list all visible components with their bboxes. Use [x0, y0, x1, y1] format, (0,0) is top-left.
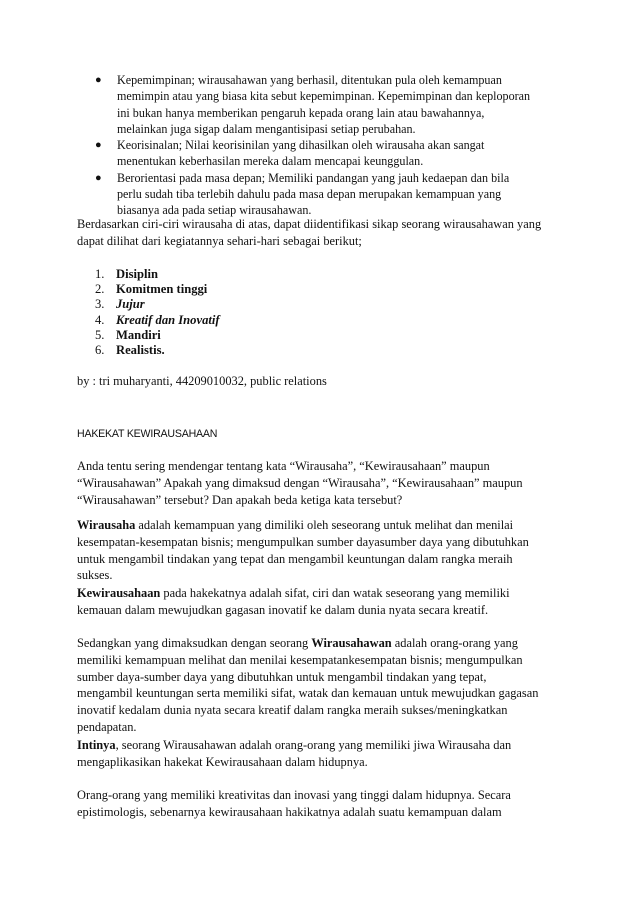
term-intinya: Intinya — [77, 738, 116, 752]
bullet-dot-icon: ● — [95, 139, 102, 152]
paragraph-5: Intinya, seorang Wirausahawan adalah orang-orang yang memiliki jiwa Wirausaha dan mengaplikasikan hakekat Kewirausahaan dalam hidupnya. — [77, 738, 512, 769]
bullet-item: ● Keorisinalan; Nilai keorisinilan yang dihasilkan oleh wirausaha akan sangat menentukan keberhasilan mereka dalam mencapai keunggulan. — [95, 138, 485, 169]
paragraph-6: Orang-orang yang memiliki kreativitas dan inovasi yang tinggi dalam hidupnya. Secara epistimologis, sebenarnya kewirausahaan hakikatnya adalah suatu kemampuan dalam — [77, 788, 511, 819]
intro-paragraph: Berdasarkan ciri-ciri wirausaha di atas, dapat diidentifikasi sikap seorang wirausahawan yang dapat dilihat dari kegiatannya sehari-hari sebagai berikut; — [77, 217, 542, 248]
attitude-list — [95, 267, 220, 358]
paragraph-4: Sedangkan yang dimaksudkan dengan seorang Wirausahawan adalah orang-orang yang memiliki kemampuan melihat dan menilai kesempatankesempatan bisnis; mengumpulkan sumber daya-sumber daya yang dibutuhkan untuk mengambil tindakan yang tepat, mengambil keuntungan serta memiliki sifat, watak dan kemauan untuk mewujudkan gagasan inovatif kedalam dunia nyata secara kreatif dalam rangka meraih sukses/meningkatkan pendapatan. — [77, 636, 539, 734]
paragraph-1: Anda tentu sering mendengar tentang kata “Wirausaha”, “Kewirausahaan” maupun “Wirausahawan” Apakah yang dimaksud dengan “Wirausaha”, “Kewirausahaan” maupun “Wirausahawan” tersebut? Dan apakah beda ketiga kata tersebut? — [77, 459, 523, 507]
list-item: 5. Mandiri — [95, 327, 161, 342]
bullet-item: ● Berorientasi pada masa depan; Memiliki pandangan yang jauh kedaepan dan bila perlu sudah tiba terlebih dahulu pada masa depan merupakan kemampuan yang biasanya ada pada setiap wirausahawan. — [95, 170, 510, 218]
author-line: by : tri muharyanti, 44209010032, public relations — [77, 374, 327, 388]
paragraph-2: Wirausaha adalah kemampuan yang dimiliki oleh seseorang untuk melihat dan menilai kesempatan-kesempatan bisnis; mengumpulkan sumber dayasumber daya yang dibutuhkan untuk mengambil tindakan yang tepat dan mengambil keuntungan dalam rangka meraih sukses. — [77, 518, 529, 583]
bullet-list — [95, 72, 570, 219]
bullet-item: ● Kepemimpinan; wirausahawan yang berhasil, ditentukan pula oleh kemampuan memimpin atau yang biasa kita sebut kepemimpinan. Kepemimpinan dan keploporan ini bukan hanya memberikan pengaruh kepada orang lain atau bawahannya, melainkan juga sigap dalam mengantisipasi setiap perubahan. — [95, 73, 531, 136]
list-item: 2. Komitmen tinggi — [95, 282, 208, 297]
term-kewirausahaan: Kewirausahaan — [77, 586, 161, 600]
bullet-dot-icon: ● — [95, 74, 102, 86]
list-item: 4. Kreatif dan Inovatif — [95, 312, 220, 327]
term-wirausahawan: Wirausahawan — [311, 636, 392, 650]
list-item: 6. Realistis. — [95, 343, 165, 358]
list-item: 1. Disiplin — [95, 267, 158, 281]
term-wirausaha: Wirausaha — [77, 518, 136, 532]
paragraph-3: Kewirausahaan pada hakekatnya adalah sifat, ciri dan watak seseorang yang memiliki kemauan dalam mewujudkan gagasan inovatif ke dalam dunia nyata secara kreatif. — [77, 586, 510, 617]
list-item: 3. Jujur — [95, 297, 145, 312]
section-heading: HAKEKAT KEWIRAUSAHAAN — [77, 428, 218, 440]
bullet-dot-icon: ● — [95, 171, 102, 184]
